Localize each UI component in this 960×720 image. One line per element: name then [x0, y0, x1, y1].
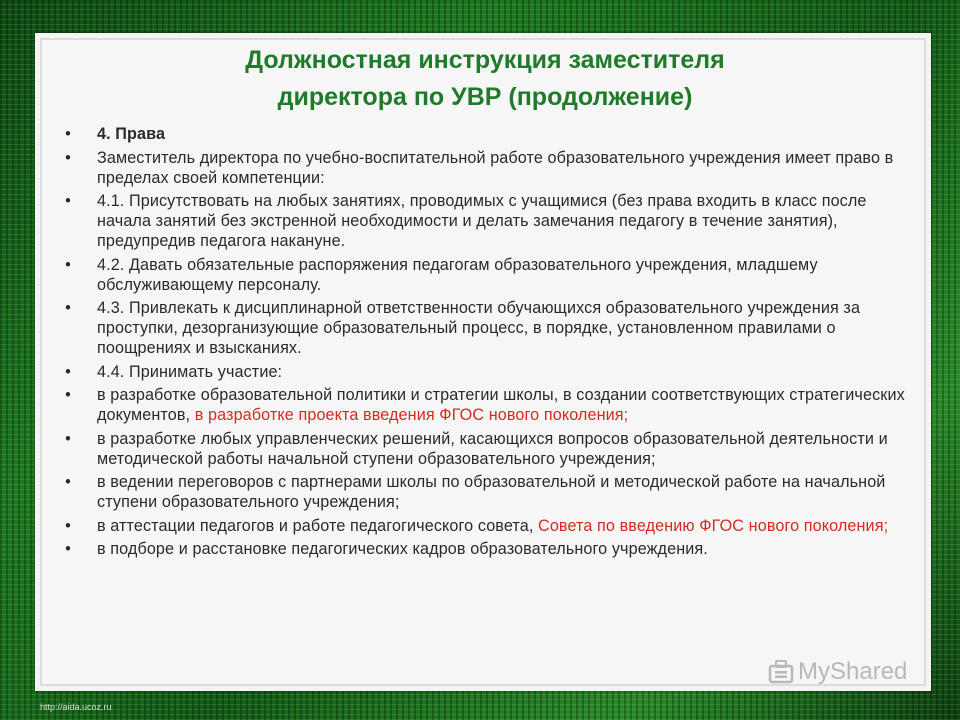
list-item [62, 516, 912, 536]
watermark-text: MyShared [798, 658, 908, 685]
bullet-icon: • [65, 386, 71, 404]
bullet-icon: • [65, 516, 71, 535]
list-item-text: 4.3. Привлекать к дисциплинарной ответственности обучающихся образовательного учреждения за проступки, дезорганизующие образовательный процесс, в порядке, установленном правилами о поощрениях и взысканиях. [97, 299, 861, 357]
list-item-text: 4.1. Присутствовать на любых занятиях, проводимых с учащимися (без права входить в класс после начала занятий без экстренной необходимости и делать замечания педагогу в течение занятия), предупредив педагога накануне. [97, 192, 867, 250]
slide-content [40, 38, 926, 686]
bullet-icon: • [65, 255, 71, 274]
list-item [62, 385, 912, 425]
list-item [62, 429, 912, 469]
list-item-text: в ведении переговоров с партнерами школы по образовательной и методической работе на начальной ступени образовательного учреждения; [97, 473, 886, 511]
list-item-text: 4.2. Давать обязательные распоряжения педагогам образовательного учреждения, младшему обслуживающему персоналу. [97, 255, 818, 294]
bullet-icon: • [65, 473, 71, 491]
list-item [62, 148, 912, 188]
bullet-icon: • [65, 299, 71, 317]
title-line-1: Должностная инструкция заместителя [245, 46, 725, 74]
list-item [62, 298, 912, 358]
myshared-watermark [768, 657, 907, 687]
list-item-text: Заместитель директора по учебно-воспитательной работе образовательного учреждения имеет право в пределах своей компетенции: [97, 148, 894, 187]
slide-title [42, 42, 928, 116]
bullet-icon: • [65, 192, 71, 210]
list-item [62, 539, 912, 559]
list-item [62, 191, 912, 251]
bullet-icon: • [65, 540, 71, 558]
list-item-text: в разработке любых управленческих решений, касающихся вопросов образовательной деятельности и методической работы начальной ступени образовательного учреждения; [97, 429, 888, 468]
bullet-icon: • [65, 148, 71, 167]
list-item-text: в аттестации педагогов и работе педагогического совета, [97, 516, 539, 535]
rights-list [62, 124, 912, 563]
title-line-2: директора по УВР (продолжение) [277, 83, 693, 111]
list-item [62, 124, 912, 144]
bullet-icon: • [65, 429, 71, 448]
section-heading: 4. Права [97, 125, 166, 143]
footer-url[interactable]: http://aida.ucoz.ru [40, 702, 112, 712]
list-item-text: в разработке образовательной политики и стратегии школы, в создании соответствующих стратегических документов, [97, 386, 905, 424]
myshared-logo-icon [768, 660, 794, 684]
highlight-text: Совета по введению ФГОС нового поколения; [538, 516, 889, 535]
list-item-text: в подборе и расстановке педагогических кадров образовательного учреждения. [97, 540, 708, 558]
bullet-icon: • [65, 362, 71, 381]
slide-panel [35, 33, 931, 691]
list-item [62, 362, 912, 382]
list-item [62, 472, 912, 512]
highlight-text: в разработке проекта введения ФГОС нового поколения; [194, 406, 629, 424]
list-item-text: 4.4. Принимать участие: [97, 362, 283, 381]
bullet-icon: • [65, 125, 71, 143]
list-item [62, 255, 912, 295]
